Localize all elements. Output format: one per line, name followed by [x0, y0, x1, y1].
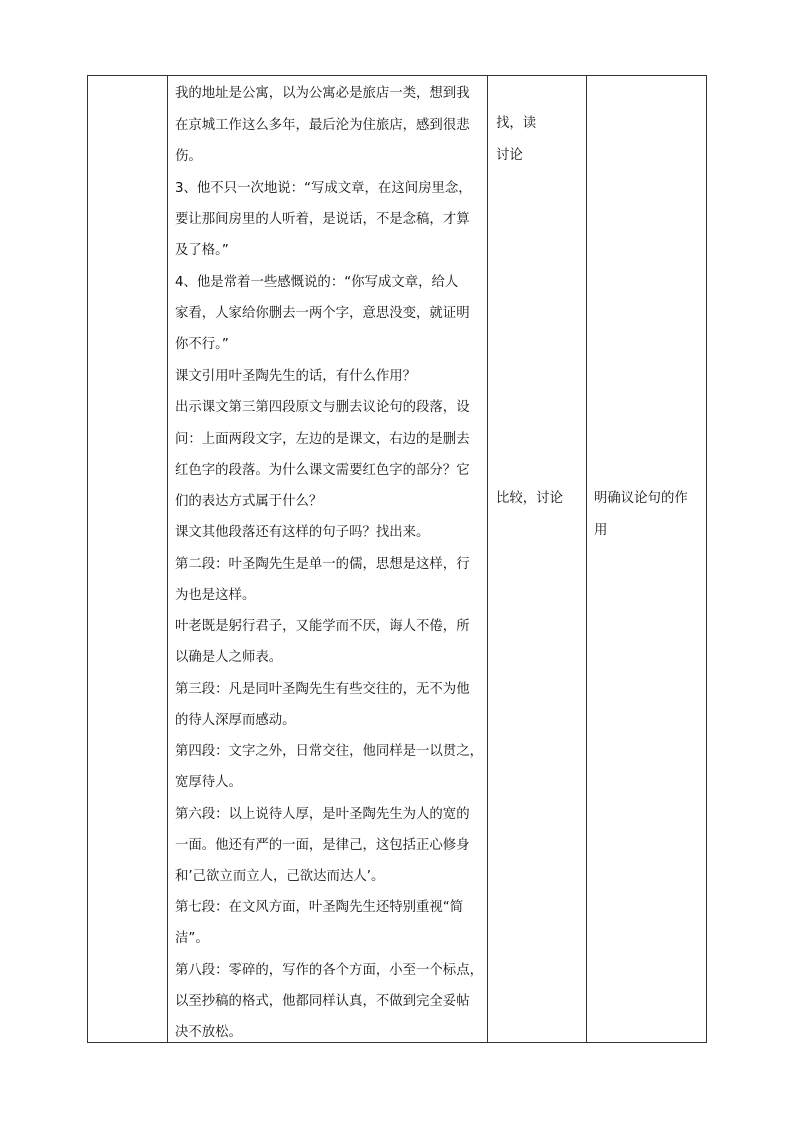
content-line: 和’己欲立而立人，己欲达而达人’。 — [175, 869, 385, 884]
content-line: 一面。他还有严的一面，是律己，这包括正心修身 — [175, 838, 470, 853]
table-col-content — [168, 76, 488, 1042]
content-line: 课文引用叶圣陶先生的话，有什么作用？ — [175, 369, 417, 384]
content-line: 为也是这样。 — [175, 588, 256, 603]
table-col-purpose — [587, 76, 706, 1042]
content-line: 出示课文第三第四段原文与删去议论句的段落，设 — [175, 400, 470, 415]
content-line: 以至抄稿的格式，他都同样认真，不做到完全妥帖 — [175, 994, 470, 1009]
content-line: 问：上面两段文字，左边的是课文，右边的是删去 — [175, 432, 470, 447]
content-line: 4、他是常着一些感慨说的：“你写成文章，给人 — [175, 275, 459, 290]
content-line: 在京城工作这么多年，最后沦为住旅店，感到很悲 — [175, 118, 470, 133]
content-line: 我的地址是公寓，以为公寓必是旅店一类，想到我 — [175, 86, 470, 101]
content-line: 们的表达方式属于什么？ — [175, 494, 323, 509]
table-col-activity — [488, 76, 587, 1042]
content-line: 3、他不只一次地说：“写成文章，在这间房里念， — [175, 181, 472, 196]
content-line: 第七段：在文风方面，叶圣陶先生还特别重视“简 — [175, 900, 464, 915]
table-col-empty — [88, 76, 168, 1042]
content-line: 的待人深厚而感动。 — [175, 713, 296, 728]
content-line: 家看，人家给你删去一两个字，意思没变，就证明 — [175, 306, 470, 321]
lesson-table — [87, 75, 707, 1043]
content-line: 你不行。” — [175, 337, 229, 352]
content-line: 课文其他段落还有这样的句子吗？找出来。 — [175, 525, 430, 540]
purpose-text: 用 — [594, 523, 608, 538]
content-line: 及了格。” — [175, 243, 229, 258]
content-line: 叶老既是躬行君子，又能学而不厌，诲人不倦，所 — [175, 619, 470, 634]
activity-text: 比较，讨论 — [496, 491, 563, 506]
content-line: 决不放松。 — [175, 1025, 242, 1040]
content-line: 伤。 — [175, 149, 202, 164]
content-line: 洁”。 — [175, 931, 209, 946]
content-line: 第八段：零碎的，写作的各个方面，小至一个标点， — [175, 963, 483, 978]
purpose-text: 明确议论句的作 — [594, 491, 688, 506]
content-line: 第四段：文字之外，日常交往，他同样是一以贯之， — [175, 744, 483, 759]
content-line: 第六段：以上说待人厚，是叶圣陶先生为人的宽的 — [175, 807, 470, 822]
content-line: 第三段：凡是同叶圣陶先生有些交往的，无不为他 — [175, 682, 470, 697]
content-line: 宽厚待人。 — [175, 775, 242, 790]
content-line: 以确是人之师表。 — [175, 650, 283, 665]
activity-text: 找，读 — [496, 116, 537, 131]
content-line: 红色字的段落。为什么课文需要红色字的部分？它 — [175, 463, 470, 478]
content-line: 第二段：叶圣陶先生是单一的儒，思想是这样，行 — [175, 557, 470, 572]
activity-text: 讨论 — [496, 148, 523, 163]
content-line: 要让那间房里的人听着，是说话，不是念稿，才算 — [175, 212, 470, 227]
